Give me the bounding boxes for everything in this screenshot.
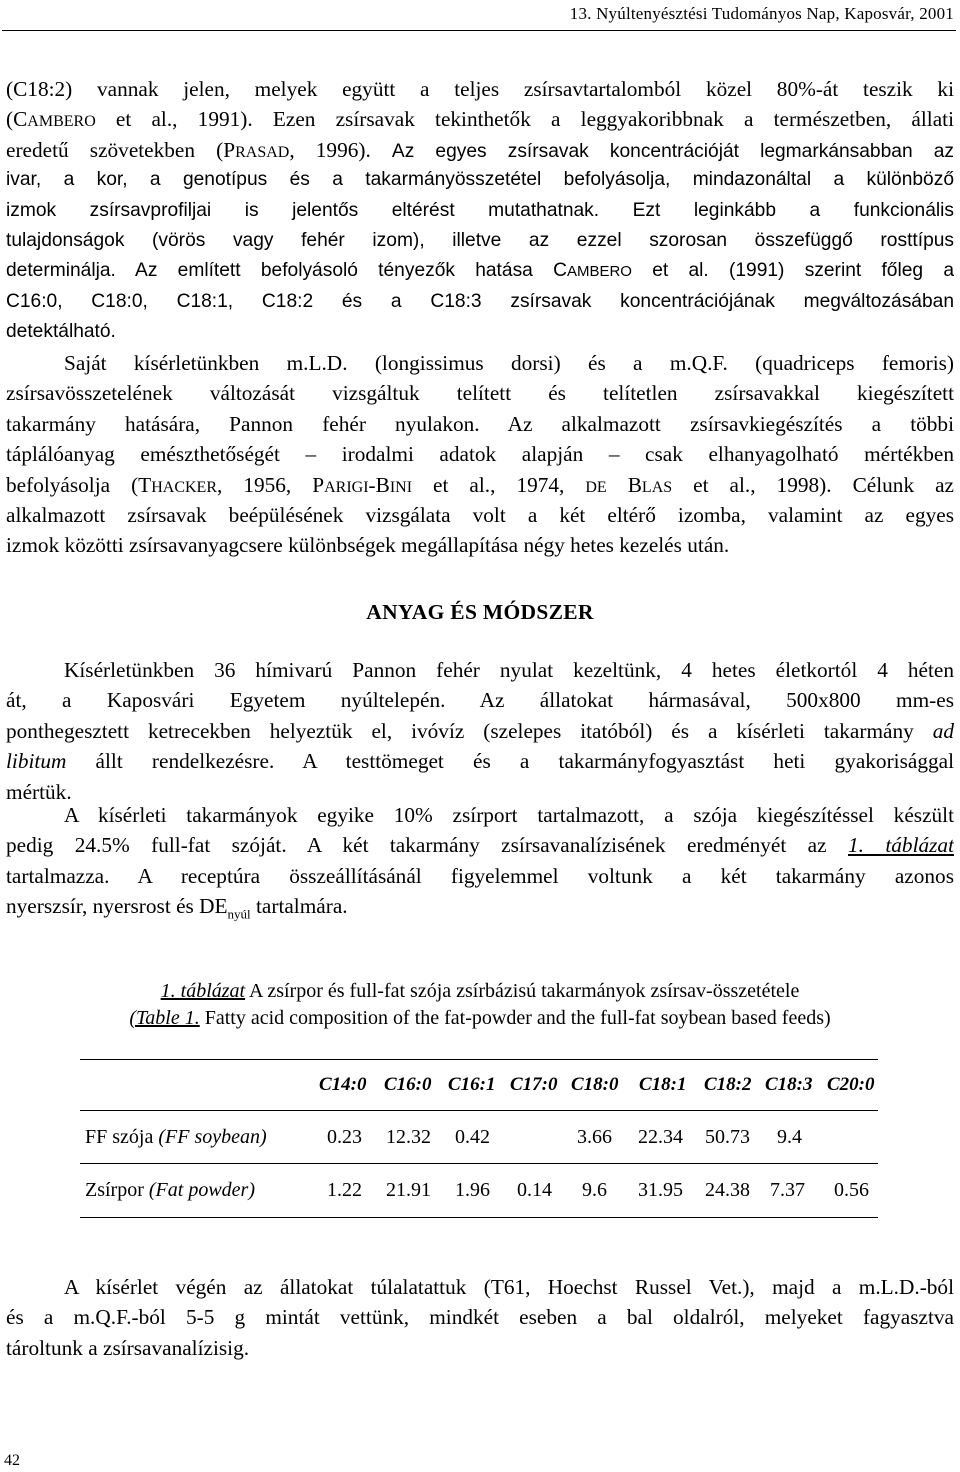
text-line: A kísérleti takarmányok egyike 10% zsírport tartalmazott, a szója kiegészítéssel készült [64,803,954,827]
text-line: pedig 24.5% full-fat szóját. A két takarmány zsírsavanalízisének eredményét az 1. táblázat [6,833,954,858]
table-cell: 12.32 [386,1126,431,1148]
paragraph-aim [6,348,954,561]
table-bottom-rule [80,1217,878,1218]
text-line: ponthegesztett ketrecekben helyeztük el, ivóvíz (szelepes itatóból) és a kísérleti takarmány ad [6,718,954,743]
table-header-cell: C18:3 [765,1074,813,1095]
table-row-label: Zsírpor (Fat powder) [85,1179,255,1201]
header-rule [2,30,956,31]
paragraph-intro [6,74,954,348]
caption-hungarian: 1. táblázat A zsírpor és full-fat szója zsírbázisú takarmányok zsírsav-összetétele [160,980,800,1002]
table-cell: 1.22 [327,1179,362,1201]
text-line: A kísérlet végén az állatokat túlalatattuk (T61, Hoechst Russel Vet.), majd a m.L.D.-ból [64,1275,954,1299]
text-line: táplálóanyag emészthetőségét – irodalmi adatok alapján – csak elhanyagolható mértékben [6,442,954,467]
table-cell: 31.95 [638,1179,683,1201]
table-top-rule [80,1059,878,1060]
text-line: takarmány hatására, Pannon fehér nyulakon. Az alkalmazott zsírsavkiegészítés a többi [6,411,954,436]
table-cell: 9.4 [777,1126,802,1148]
text-line: zsírsavösszetelének változását vizsgáltuk telített és telítetlen zsírsavakkal kiegészített [6,381,954,406]
table-cell: 1.96 [455,1179,490,1201]
paragraph-methods [6,655,954,807]
paragraph-feeds [6,800,954,922]
text-line: izmok zsírsavprofiljai is jelentős eltérést mutathatnak. Ezt leginkább a funkcionális [6,199,954,221]
table-cell: 3.66 [577,1126,612,1148]
table-cell: 50.73 [705,1126,750,1148]
caption-english: (Table 1. Fatty acid composition of the fat-powder and the full-fat soybean based feeds) [129,1007,831,1029]
table-cell: 0.23 [327,1126,362,1148]
text-line: (C18:2) vannak jelen, melyek együtt a teljes zsírsavtartalomból közel 80%-át teszik ki [6,77,954,101]
table-header-cell: C14:0 [319,1074,367,1095]
table-caption [0,978,960,1032]
table-cell: 0.42 [455,1126,490,1148]
text-line: alkalmazott zsírsavak beépülésének vizsgálata volt a két eltérő izomba, valamint az egyes [6,502,954,527]
table-cell: 0.14 [517,1179,552,1201]
table-row-rule [80,1163,878,1164]
running-header: 13. Nyúltenyésztési Tudományos Nap, Kaposvár, 2001 [569,4,954,23]
text-line: mértük. [6,779,72,804]
text-line: tulajdonságok (vörös vagy fehér izom), illetve az ezzel szorosan összefüggő rosttípus [6,229,954,251]
table-cell: 7.37 [770,1179,805,1201]
text-line: detektálható. [6,321,116,343]
section-heading: ANYAG ÉS MÓDSZER [366,600,594,624]
table-reference-link[interactable]: 1. táblázat [847,833,954,858]
text-line: Kísérletünkben 36 hímivarú Pannon fehér nyulat kezeltünk, 4 hetes életkortól 4 héten [64,658,954,682]
page-number: 42 [4,1452,20,1469]
text-line: (CAMBERO et al., 1991). Ezen zsírsavak tekinthetők a leggyakoribbnak a természetben, állati [6,107,954,132]
text-line: eredetű szövetekben (PRASAD, 1996). Az egyes zsírsavak koncentrációját legmarkánsabban az [6,137,954,162]
table-cell: 0.56 [834,1179,869,1201]
table-header-rule [80,1110,878,1111]
table-header-cell: C17:0 [510,1074,558,1095]
text-line: izmok közötti zsírsavanyagcsere különbségek megállapítása négy hetes kezelés után. [6,533,730,558]
table-cell: 24.38 [705,1179,750,1201]
text-line: libitum állt rendelkezésre. A testtömeget és a takarmányfogyasztást heti gyakorisággal [6,749,954,774]
table-header-cell: C18:2 [704,1074,752,1095]
text-line: ivar, a kor, a genotípus és a takarmányösszetétel befolyásolja, mindazonáltal a különböző [6,169,954,191]
table-header-cell: C20:0 [827,1074,875,1095]
table-cell: 21.91 [386,1179,431,1201]
text-line: C16:0, C18:0, C18:1, C18:2 és a C18:3 zsírsavak koncentrációjának megváltozásában [6,290,954,312]
table-row-label: FF szója (FF soybean) [85,1126,267,1148]
table-cell: 9.6 [582,1179,607,1201]
text-line: Saját kísérletünkben m.L.D. (longissimus dorsi) és a m.Q.F. (quadriceps femoris) [64,351,954,375]
text-line: és a m.Q.F.-ból 5-5 g mintát vettünk, mindkét eseben a bal oldalról, melyeket fagyasztva [6,1305,954,1330]
table-header-cell: C16:0 [384,1074,432,1095]
paragraph-sampling [6,1272,954,1363]
table-header-cell: C16:1 [448,1074,496,1095]
table-header-cell: C18:0 [571,1074,619,1095]
text-line: tároltunk a zsírsavanalízisig. [6,1335,250,1360]
table-cell: 22.34 [638,1126,683,1148]
text-line: át, a Kaposvári Egyetem nyúltelepén. Az állatokat hármasával, 500x800 mm-es [6,688,954,713]
text-line: befolyásolja (THACKER, 1956, PARIGI-BINI et al., 1974, DE BLAS et al., 1998). Célunk az [6,472,954,497]
text-line: tartalmazza. A receptúra összeállításánál figyelemmel voltunk a két takarmány azonos [6,863,954,888]
text-line: nyerszsír, nyersrost és $DE_{nyúl}$ tartalmára. [6,894,348,922]
text-line: determinálja. Az említett befolyásoló tényezők hatása CAMBERO et al. (1991) szerint főleg a [6,260,954,282]
table-header-cell: C18:1 [639,1074,687,1095]
